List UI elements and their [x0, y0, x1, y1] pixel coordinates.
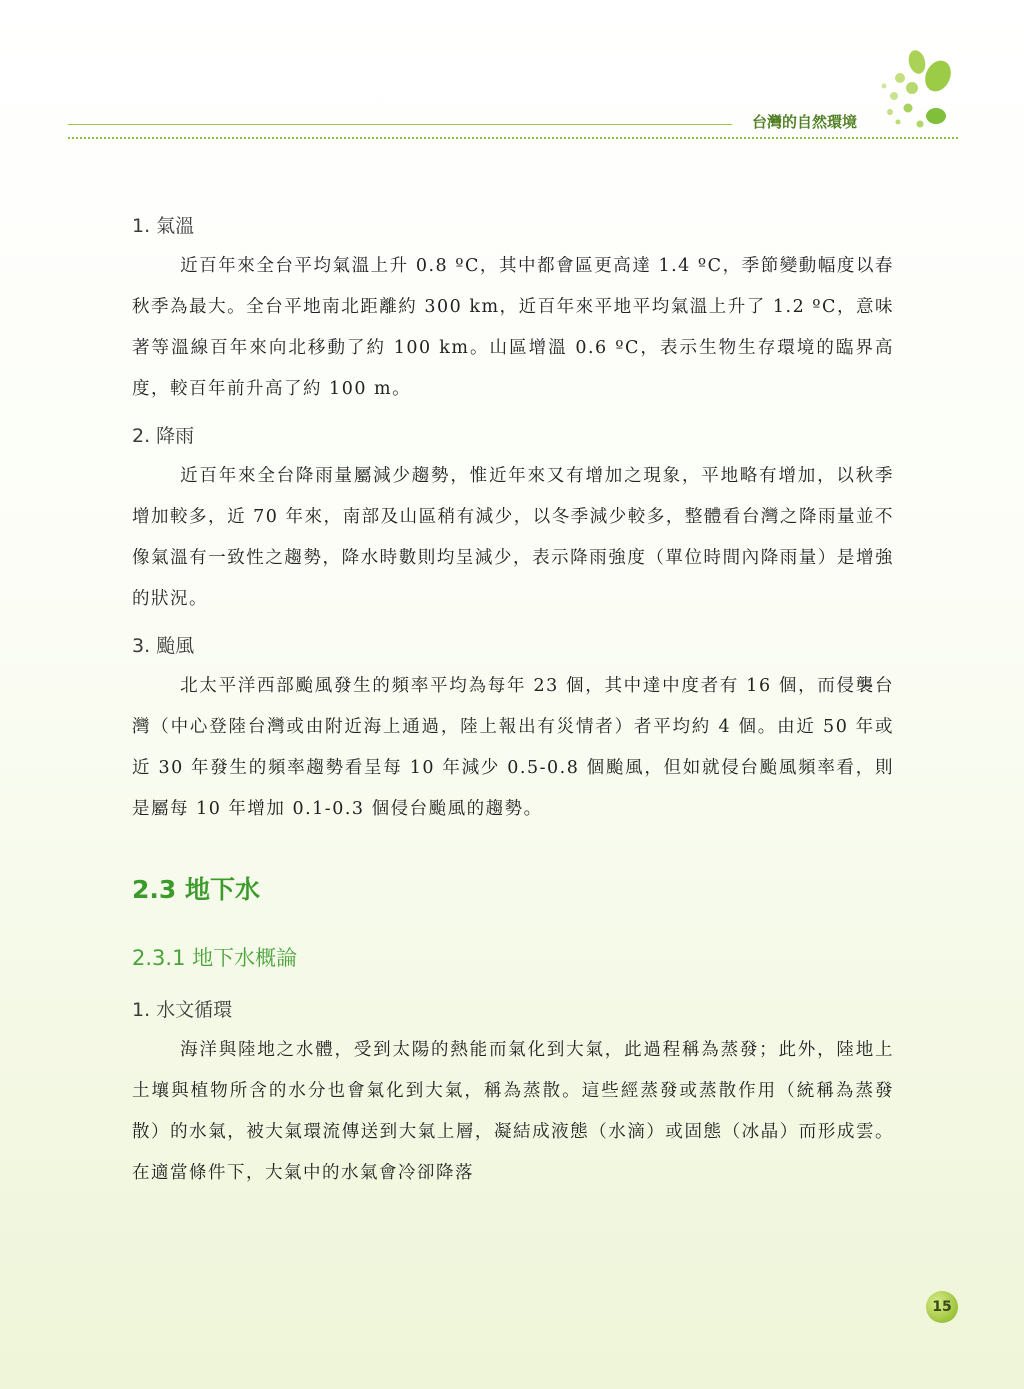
running-title: 台灣的自然環境: [752, 113, 858, 131]
subsection-title-groundwater-intro: 2.3.1 地下水概論: [132, 946, 298, 970]
heading-rainfall: 2. 降雨: [132, 425, 195, 447]
paragraph-typhoon: 北太平洋西部颱風發生的頻率平均為每年 23 個，其中達中度者有 16 個，而侵襲台灣（中心登陸台灣或由附近海上通過，陸上報出有災情者）者平均約 4 個。由近 50 年或近 30 年發生的頻率趨勢看呈每 10 年減少 0.5-0.8 個颱風，但如就侵台颱風頻率看，則是屬每 10 年增加 0.1-0.3 個侵台颱風的趨勢。: [132, 676, 894, 819]
heading-hydrologic-cycle: 1. 水文循環: [132, 999, 233, 1021]
heading-temperature: 1. 氣溫: [132, 215, 195, 237]
section-title-groundwater: 2.3 地下水: [132, 875, 260, 904]
heading-typhoon: 3. 颱風: [132, 635, 195, 657]
leaf-dots-icon: [872, 42, 962, 132]
main-content: [132, 206, 894, 1200]
paragraph-hydrologic-cycle: 海洋與陸地之水體，受到太陽的熱能而氣化到大氣，此過程稱為蒸發；此外，陸地上土壤與植物所含的水分也會氣化到大氣，稱為蒸散。這些經蒸發或蒸散作用（統稱為蒸發散）的水氣，被大氣環流傳送到大氣上層，凝結成液態（水滴）或固態（冰晶）而形成雲。在適當條件下，大氣中的水氣會冷卻降落: [132, 1040, 894, 1183]
header-rule: [68, 124, 732, 125]
paragraph-rainfall: 近百年來全台降雨量屬減少趨勢，惟近年來又有增加之現象，平地略有增加，以秋季增加較多，近 70 年來，南部及山區稍有減少，以冬季減少較多，整體看台灣之降雨量並不像氣溫有一致性之趨勢，降水時數則均呈減少，表示降雨強度（單位時間內降雨量）是增強的狀況。: [132, 466, 894, 609]
page-number: 15: [926, 1291, 958, 1323]
header-dotted-rule: [68, 137, 958, 139]
paragraph-temperature: 近百年來全台平均氣溫上升 0.8 ºC，其中都會區更高達 1.4 ºC，季節變動幅度以春秋季為最大。全台平地南北距離約 300 km，近百年來平地平均氣溫上升了 1.2 ºC，意味著等溫線百年來向北移動了約 100 km。山區增溫 0.6 ºC，表示生物生存環境的臨界高度，較百年前升高了約 100 m。: [132, 256, 894, 399]
